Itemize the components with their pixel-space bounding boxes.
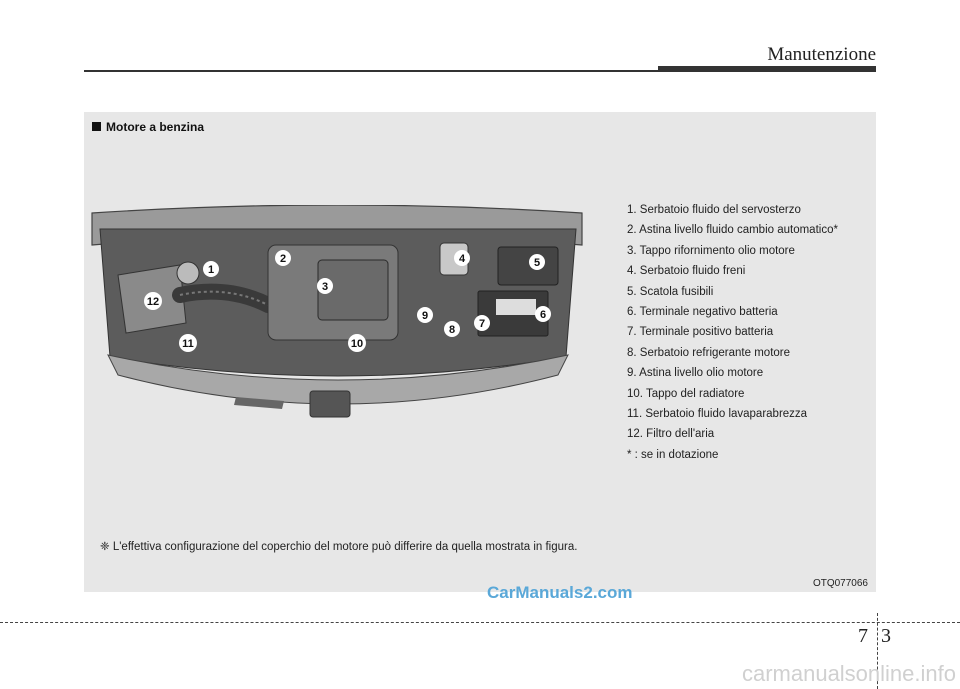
figure-heading (92, 120, 204, 134)
legend-item: 12. Filtro dell'aria (627, 428, 715, 441)
watermark-text: carmanualsonline.info (741, 661, 956, 686)
legend-item: 1. Serbatoio fluido del servosterzo (627, 204, 801, 216)
callout-4: 4 (458, 253, 466, 265)
legend-item: 11. Serbatoio fluido lavaparabrezza (627, 407, 808, 420)
callout-5: 5 (533, 257, 541, 269)
callout-1: 1 (207, 264, 215, 276)
callout-6: 6 (539, 309, 547, 321)
section-title: Manutenzione (767, 44, 876, 65)
callout-11: 11 (182, 338, 194, 350)
footer-rule (0, 622, 960, 623)
header-rule-thick (658, 66, 876, 72)
legend-item: 7. Terminale positivo batteria (627, 326, 774, 339)
figure-note: ❈ L'effettiva configurazione del coperchio del motore può differire da quella mostrata in figura. (100, 541, 578, 553)
legend-item: 2. Astina livello fluido cambio automatico* (627, 224, 838, 237)
page-number: 3 (881, 625, 891, 647)
watermark-link[interactable]: CarManuals2.com (487, 583, 633, 602)
callout-12: 12 (146, 296, 160, 308)
callout-8: 8 (448, 324, 456, 336)
legend-item: 8. Serbatoio refrigerante motore (627, 346, 791, 359)
legend-item: 5. Scatola fusibili (627, 285, 714, 298)
callout-7: 7 (478, 318, 486, 330)
callout-9: 9 (421, 310, 429, 322)
legend-item: 9. Astina livello olio motore (627, 367, 764, 380)
figure-heading-text: Motore a benzina (106, 120, 205, 134)
legend-footnote: * : se in dotazione (627, 448, 719, 461)
figure-code: OTQ077066 (812, 578, 868, 589)
callout-2: 2 (279, 253, 287, 265)
engine-bay-illustration (88, 205, 588, 437)
legend-item: 3. Tappo rifornimento olio motore (627, 244, 795, 257)
legend-item: 6. Terminale negativo batteria (627, 305, 778, 318)
legend-item: 4. Serbatoio fluido freni (627, 265, 746, 278)
header-rule-thin (84, 70, 664, 72)
chapter-number: 7 (858, 625, 868, 647)
legend-item: 10. Tappo del radiatore (627, 387, 745, 400)
callout-3: 3 (321, 281, 329, 293)
callout-10: 10 (350, 338, 364, 350)
black-square-icon (92, 122, 101, 131)
figure-legend (627, 200, 838, 465)
